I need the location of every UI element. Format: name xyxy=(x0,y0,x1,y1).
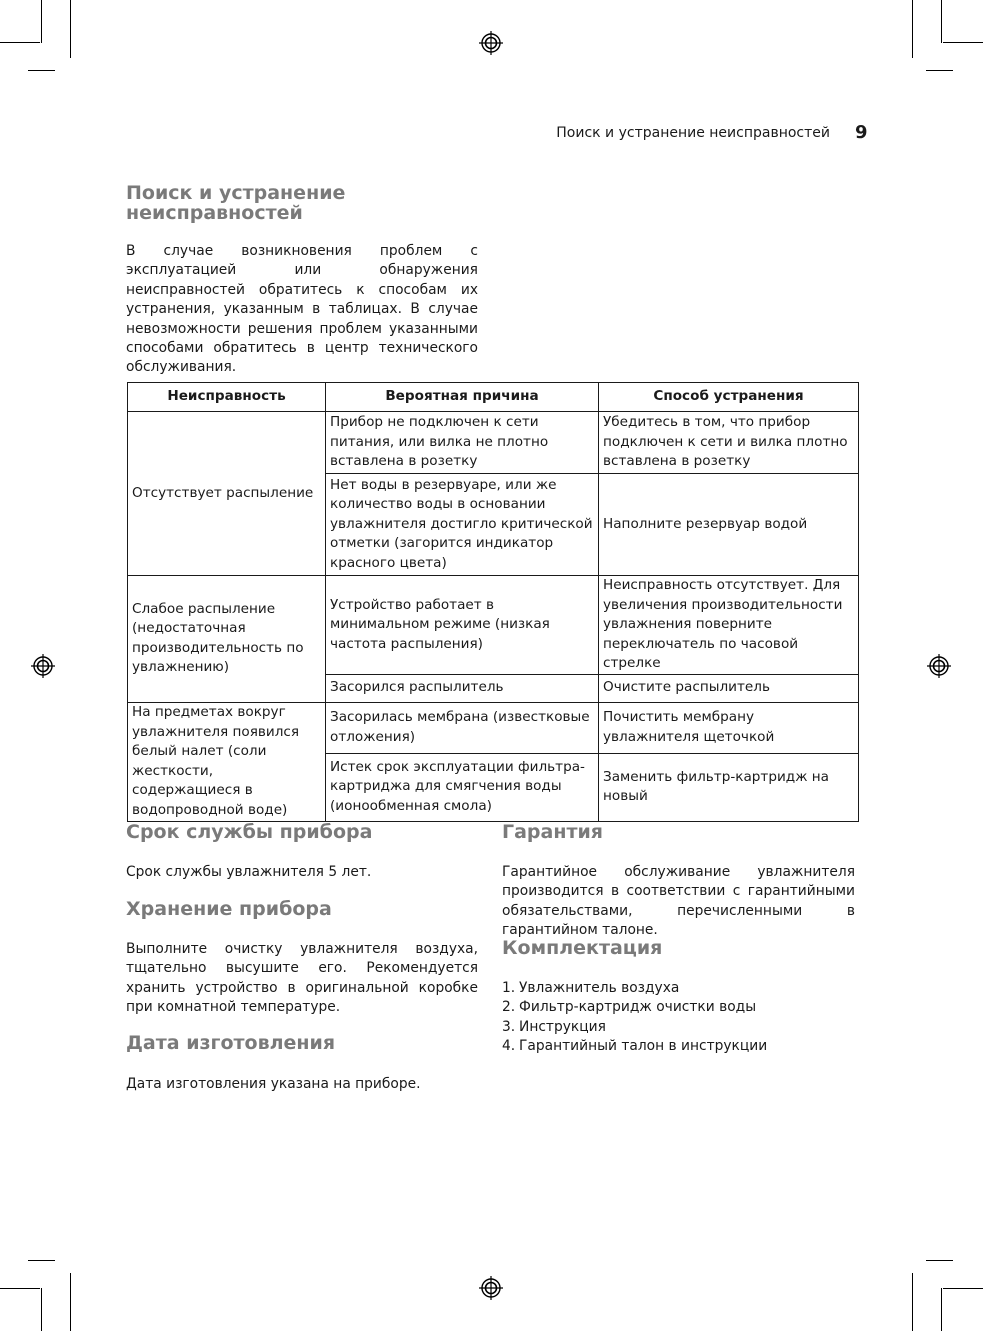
table-row xyxy=(128,702,859,753)
cause-cell: Устройство работает в минимальном режиме (низкая частота распыления) xyxy=(326,576,599,675)
troubleshooting-table xyxy=(127,382,859,822)
solution-cell: Наполните резервуар водой xyxy=(599,474,859,576)
registration-mark-icon xyxy=(31,654,55,678)
column-header: Вероятная причина xyxy=(326,383,599,412)
table-row xyxy=(128,576,859,675)
warranty-text: Гарантийное обслуживание увлажнителя производится в соответствии с гарантийными обязательствами, перечисленными в гарантийном талоне. xyxy=(502,864,855,939)
solution-cell: Почистить мембрану увлажнителя щеточкой xyxy=(599,702,859,753)
problem-cell: На предметах вокруг увлажнителя появился белый налет (соли жесткости, содержащиеся в водопроводной воде) xyxy=(128,702,326,821)
cause-cell: Истек срок эксплуатации фильтра-картриджа для смягчения воды (ионообменная смола) xyxy=(326,753,599,821)
list-item: 3. Инструкция xyxy=(502,1018,606,1035)
storage-text: Выполните очистку увлажнителя воздуха, тщательно высушите его. Рекомендуется хранить устройство в оригинальной коробке при комнатной температуре. xyxy=(126,941,478,1016)
table-header-row xyxy=(128,383,859,412)
intro-paragraph: В случае возникновения проблем с эксплуатацией или обнаружения неисправностей обратитесь к способам их устранения, указанным в таблицах. В случае невозможности решения проблем указанными способами обратитесь в центр технического обслуживания. xyxy=(126,243,478,376)
cause-cell: Засорился распылитель xyxy=(326,674,599,702)
crop-mark xyxy=(926,70,953,71)
problem-cell: Слабое распыление (недостаточная производительность по увлажнению) xyxy=(128,576,326,703)
package-heading: Комплектация xyxy=(502,937,663,959)
page-title: Поиск и устранение неисправностей xyxy=(126,182,346,224)
crop-mark xyxy=(943,1288,983,1289)
crop-mark xyxy=(0,1288,40,1289)
registration-mark-icon xyxy=(927,654,951,678)
column-header: Неисправность xyxy=(128,383,326,412)
registration-mark-icon xyxy=(479,1276,503,1300)
crop-mark xyxy=(70,1273,71,1331)
crop-mark xyxy=(941,1288,942,1331)
crop-mark xyxy=(0,42,40,43)
crop-mark xyxy=(41,1288,42,1331)
crop-mark xyxy=(41,0,42,43)
column-header: Способ устранения xyxy=(599,383,859,412)
solution-cell: Очистите распылитель xyxy=(599,674,859,702)
crop-mark xyxy=(912,1273,913,1331)
cause-cell: Прибор не подключен к сети питания, или вилка не плотно вставлена в розетку xyxy=(326,412,599,474)
service-life-heading: Срок службы прибора xyxy=(126,821,373,843)
list-item: 1. Увлажнитель воздуха xyxy=(502,980,680,996)
running-header-title: Поиск и устранение неисправностей xyxy=(556,125,830,141)
cause-cell: Нет воды в резервуаре, или же количество воды в основании увлажнителя достигло критической отметки (загорится индикатор красного цвета) xyxy=(326,474,599,576)
crop-mark xyxy=(28,70,55,71)
manufacture-date-text: Дата изготовления указана на приборе. xyxy=(126,1076,421,1092)
list-item: 4. Гарантийный талон в инструкции xyxy=(502,1038,768,1055)
package-list xyxy=(502,979,855,1057)
warranty-heading: Гарантия xyxy=(502,821,604,843)
crop-mark xyxy=(943,42,983,43)
problem-cell: Отсутствует распыление xyxy=(128,412,326,576)
solution-cell: Убедитесь в том, что прибор подключен к сети и вилка плотно вставлена в розетку xyxy=(599,412,859,474)
solution-cell: Заменить фильтр-картридж на новый xyxy=(599,753,859,821)
manufacture-date-heading: Дата изготовления xyxy=(126,1032,336,1054)
solution-cell: Неисправность отсутствует. Для увеличения производительности увлажнения поверните переключатель по часовой стрелке xyxy=(599,576,859,675)
cause-cell: Засорилась мембрана (известковые отложения) xyxy=(326,702,599,753)
crop-mark xyxy=(912,0,913,58)
storage-heading: Хранение прибора xyxy=(126,898,332,920)
crop-mark xyxy=(926,1260,953,1261)
registration-mark-icon xyxy=(479,31,503,55)
crop-mark xyxy=(941,0,942,43)
page-number: 9 xyxy=(855,122,868,143)
crop-mark xyxy=(70,0,71,58)
crop-mark xyxy=(28,1260,55,1261)
table-row xyxy=(128,412,859,474)
service-life-text: Срок службы увлажнителя 5 лет. xyxy=(126,864,372,880)
list-item: 2. Фильтр-картридж очистки воды xyxy=(502,999,757,1016)
